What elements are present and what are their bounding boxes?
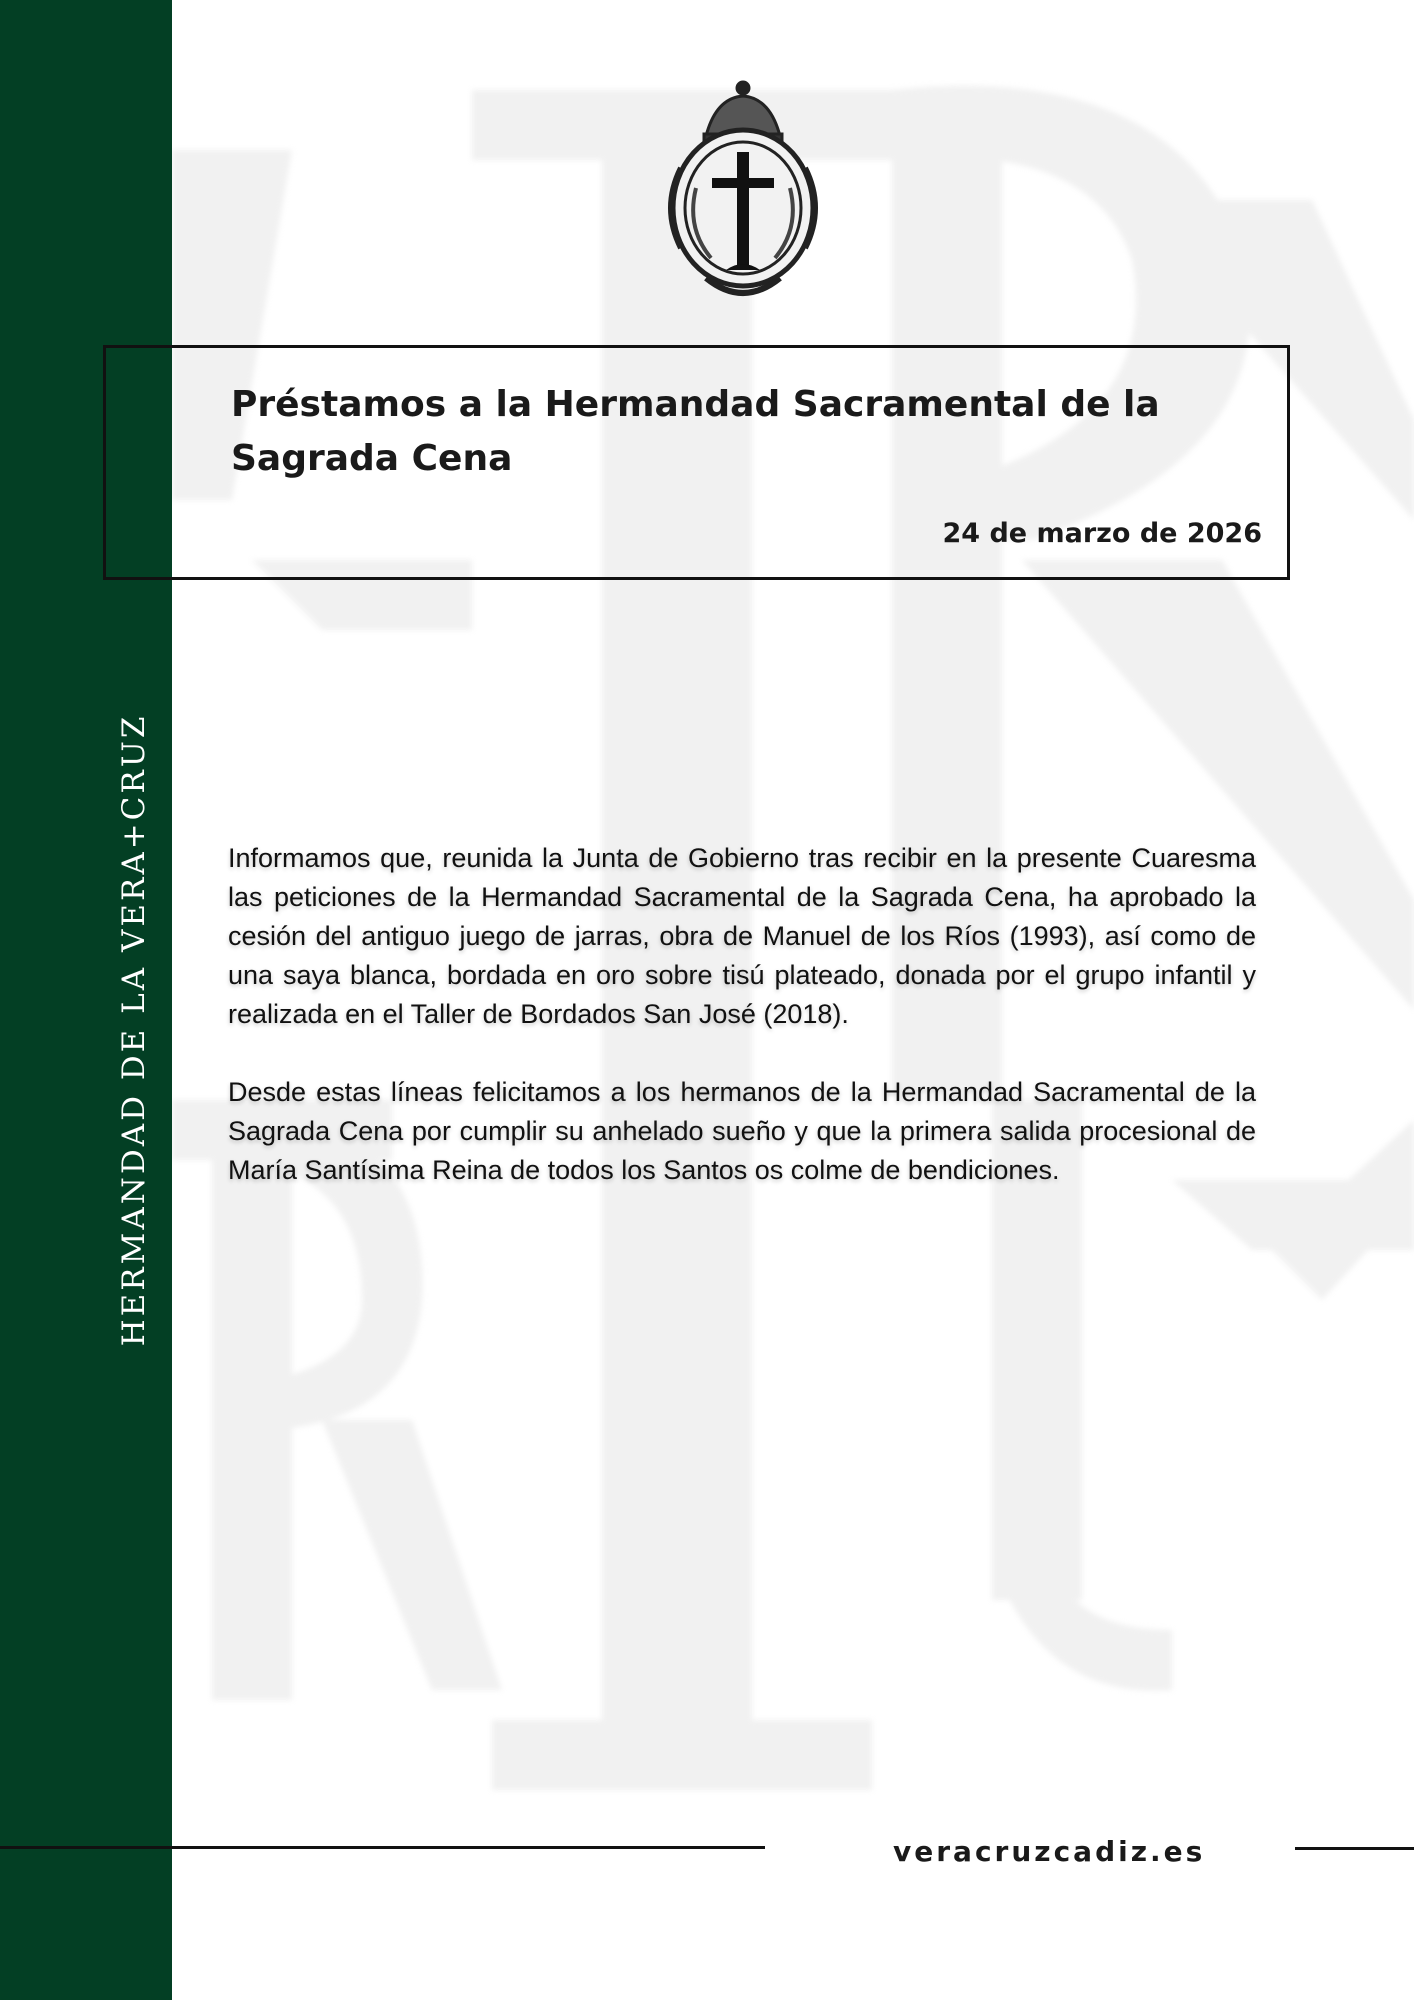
publication-date: 24 de marzo de 2026 — [942, 518, 1262, 549]
page-title: Préstamos a la Hermandad Sacramental de la Sagrada Cena — [231, 384, 1160, 479]
article-body — [228, 839, 1256, 1229]
footer-divider — [1295, 1847, 1414, 1850]
sidebar-brotherhood-name: HERMANDAD DE LA VERA+CRUZ — [116, 713, 152, 1347]
paragraph: Informamos que, reunida la Junta de Gobierno tras recibir en la presente Cuaresma las peticiones de la Hermandad Sacramental de la Sagrada Cena, ha aprobado la cesión del antiguo juego de jarras, obra de Manuel de los Ríos (1993), así como de una saya blanca, bordada en oro sobre tisú plateado, donada por el grupo infantil y realizada en el Taller de Bordados San José (2018). — [228, 843, 1256, 1029]
paragraph: Desde estas líneas felicitamos a los hermanos de la Hermandad Sacramental de la Sagrada Cena por cumplir su anhelado sueño y que la primera salida procesional de María Santísima Reina de todos los Santos os colme de bendiciones. — [228, 1077, 1256, 1185]
footer-divider — [0, 1846, 765, 1849]
website-link[interactable]: veracruzcadiz.es — [893, 1835, 1206, 1868]
sidebar-band — [0, 0, 172, 2000]
crown-cross-crest-icon — [656, 78, 830, 304]
title-box — [103, 345, 1290, 580]
